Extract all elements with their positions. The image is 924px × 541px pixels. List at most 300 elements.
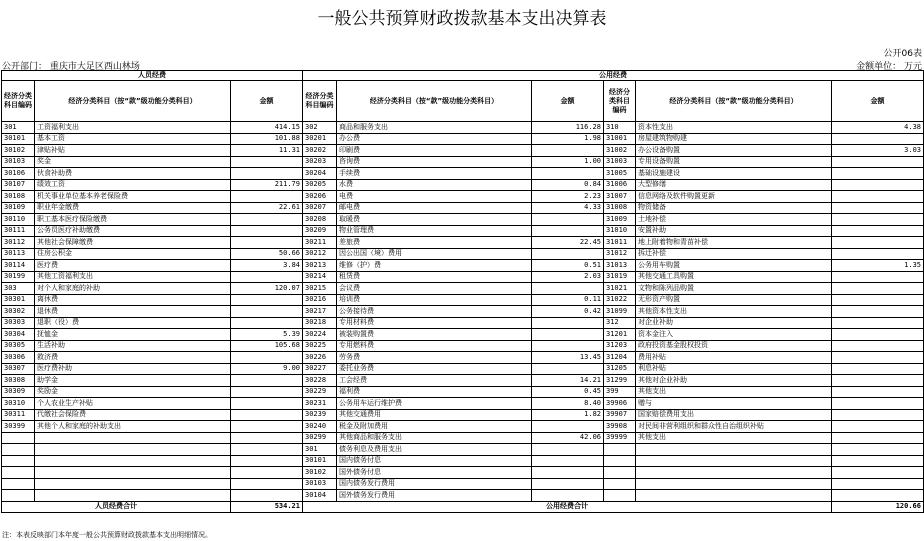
item-code: 30109 (2, 202, 35, 214)
item-amount: 105.68 (231, 340, 303, 352)
item-name (35, 444, 231, 456)
item-name: 国家赔偿费用支出 (636, 409, 832, 421)
item-code: 303 (2, 283, 35, 295)
item-code: 30205 (303, 179, 337, 191)
table-row (2, 432, 924, 444)
item-code: 30226 (303, 352, 337, 364)
table-row (2, 455, 924, 467)
item-code: 30224 (303, 329, 337, 341)
item-code: 30108 (2, 191, 35, 203)
item-name: 公务用车运行维护费 (337, 398, 532, 410)
item-code: 31009 (604, 214, 636, 226)
item-amount (231, 352, 303, 364)
item-code (2, 444, 35, 456)
item-code: 30302 (2, 306, 35, 318)
item-amount (231, 317, 303, 329)
item-amount: 211.79 (231, 179, 303, 191)
table-row (2, 168, 924, 180)
item-code: 39906 (604, 398, 636, 410)
item-name: 职工基本医疗保险缴费 (35, 214, 231, 226)
item-code: 30204 (303, 168, 337, 180)
item-name: 对个人和家庭的补助 (35, 283, 231, 295)
table-row (2, 478, 924, 490)
item-amount: 1.35 (832, 260, 924, 272)
item-amount (832, 398, 924, 410)
item-name: 税金及附加费用 (337, 421, 532, 433)
item-amount: 14.21 (532, 375, 604, 387)
item-code (604, 455, 636, 467)
col-header-code: 经济分类科目编码 (303, 81, 337, 122)
item-amount (231, 237, 303, 249)
table-row (2, 317, 924, 329)
item-name: 国外债务发行费用 (337, 490, 532, 502)
item-amount (832, 179, 924, 191)
item-name: 劳务费 (337, 352, 532, 364)
item-code: 31012 (604, 248, 636, 260)
col-header-name: 经济分类科目（按“款”级功能分类科目） (636, 81, 832, 122)
item-amount (231, 168, 303, 180)
item-code: 31003 (604, 156, 636, 168)
col-header-amount: 金额 (231, 81, 303, 122)
item-amount (532, 467, 604, 479)
item-code: 30225 (303, 340, 337, 352)
item-amount: 116.28 (532, 122, 604, 134)
item-name: 政府投资基金股权投资 (636, 340, 832, 352)
table-row (2, 156, 924, 168)
item-amount (231, 455, 303, 467)
item-amount (231, 375, 303, 387)
table-row (2, 352, 924, 364)
table-row (2, 191, 924, 203)
item-name: 手续费 (337, 168, 532, 180)
item-name: 奖金 (35, 156, 231, 168)
item-code: 31010 (604, 225, 636, 237)
item-amount (231, 386, 303, 398)
item-code: 30103 (303, 478, 337, 490)
item-amount (832, 409, 924, 421)
item-amount (231, 191, 303, 203)
item-code: 31013 (604, 260, 636, 272)
item-code: 39908 (604, 421, 636, 433)
table-number: 公开06表 (883, 49, 922, 59)
item-name: 专用燃料费 (337, 340, 532, 352)
item-name: 其他商品和服务支出 (337, 432, 532, 444)
item-name: 会议费 (337, 283, 532, 295)
item-code: 30239 (303, 409, 337, 421)
table-row (2, 271, 924, 283)
table-row (2, 329, 924, 341)
item-name: 办公费 (337, 133, 532, 145)
table-row (2, 179, 924, 191)
item-code: 30101 (2, 133, 35, 145)
item-name (35, 467, 231, 479)
col-header-amount: 金额 (532, 81, 604, 122)
item-amount: 42.06 (532, 432, 604, 444)
item-name: 工会经费 (337, 375, 532, 387)
item-code: 31006 (604, 179, 636, 191)
item-amount (231, 271, 303, 283)
item-amount (832, 432, 924, 444)
item-code: 30308 (2, 375, 35, 387)
item-code (2, 490, 35, 502)
item-name: 机关事业单位基本养老保险费 (35, 191, 231, 203)
item-code: 302 (303, 122, 337, 134)
item-name (636, 444, 832, 456)
item-code: 30114 (2, 260, 35, 272)
item-amount (832, 271, 924, 283)
item-name: 咨询费 (337, 156, 532, 168)
item-amount (532, 145, 604, 157)
item-amount (231, 156, 303, 168)
item-name: 资本金注入 (636, 329, 832, 341)
item-code: 30101 (303, 455, 337, 467)
item-code: 30304 (2, 329, 35, 341)
item-amount (231, 467, 303, 479)
item-amount (532, 317, 604, 329)
item-name: 救济费 (35, 352, 231, 364)
item-name: 个人农业生产补贴 (35, 398, 231, 410)
item-name: 医疗费 (35, 260, 231, 272)
item-code: 312 (604, 317, 636, 329)
item-code (2, 455, 35, 467)
item-amount: 0.45 (532, 386, 604, 398)
item-name: 无形资产购置 (636, 294, 832, 306)
item-name: 其他社会保障缴费 (35, 237, 231, 249)
item-amount (532, 444, 604, 456)
item-name: 公务用车购置 (636, 260, 832, 272)
item-code: 30111 (2, 225, 35, 237)
item-amount (532, 283, 604, 295)
item-code: 30213 (303, 260, 337, 272)
item-code: 30199 (2, 271, 35, 283)
item-code: 30216 (303, 294, 337, 306)
item-amount: 13.45 (532, 352, 604, 364)
totals-row (2, 501, 924, 512)
item-code: 31019 (604, 271, 636, 283)
item-amount (231, 306, 303, 318)
item-code: 31022 (604, 294, 636, 306)
item-amount (832, 202, 924, 214)
item-code: 31299 (604, 375, 636, 387)
item-code: 30309 (2, 386, 35, 398)
item-amount: 22.61 (231, 202, 303, 214)
item-amount (832, 375, 924, 387)
item-code (604, 444, 636, 456)
item-name: 信息网络及软件购置更新 (636, 191, 832, 203)
item-amount: 1.98 (532, 133, 604, 145)
item-amount: 0.11 (532, 294, 604, 306)
item-name: 福利费 (337, 386, 532, 398)
item-name: 因公出国（境）费用 (337, 248, 532, 260)
col-header-name: 经济分类科目（按“款”级功能分类科目） (35, 81, 231, 122)
item-amount (532, 225, 604, 237)
item-code: 31002 (604, 145, 636, 157)
table-row (2, 444, 924, 456)
item-name: 对企业补助 (636, 317, 832, 329)
table-row (2, 421, 924, 433)
item-code (604, 490, 636, 502)
item-name: 办公设备购置 (636, 145, 832, 157)
item-code: 30208 (303, 214, 337, 226)
item-name: 房屋建筑物购建 (636, 133, 832, 145)
item-code: 31001 (604, 133, 636, 145)
table-row (2, 145, 924, 157)
item-code (2, 467, 35, 479)
item-name: 培训费 (337, 294, 532, 306)
item-name: 其他交通工具购置 (636, 271, 832, 283)
table-row (2, 237, 924, 249)
item-name: 基本工资 (35, 133, 231, 145)
item-name: 代缴社会保险费 (35, 409, 231, 421)
table-row (2, 248, 924, 260)
item-code: 30103 (2, 156, 35, 168)
item-amount (832, 421, 924, 433)
item-code: 30231 (303, 398, 337, 410)
public-section-label: 公用经费 (303, 71, 924, 81)
item-amount: 0.42 (532, 306, 604, 318)
table-row (2, 467, 924, 479)
item-amount (231, 421, 303, 433)
item-amount (832, 317, 924, 329)
item-name: 绩效工资 (35, 179, 231, 191)
item-amount (832, 490, 924, 502)
item-amount: 4.33 (532, 202, 604, 214)
page-title: 一般公共预算财政拨款基本支出决算表 (317, 9, 607, 29)
expenditure-table-container (1, 70, 923, 528)
item-amount (532, 214, 604, 226)
item-code: 31201 (604, 329, 636, 341)
table-row (2, 340, 924, 352)
item-code: 39907 (604, 409, 636, 421)
item-name: 水费 (337, 179, 532, 191)
item-amount (832, 214, 924, 226)
item-amount: 101.88 (231, 133, 303, 145)
item-name: 土地补偿 (636, 214, 832, 226)
item-name: 离休费 (35, 294, 231, 306)
item-amount (832, 467, 924, 479)
item-amount (832, 340, 924, 352)
item-code: 30240 (303, 421, 337, 433)
item-name: 生活补助 (35, 340, 231, 352)
item-code: 30209 (303, 225, 337, 237)
public-total-amount: 120.66 (832, 501, 924, 512)
item-amount (832, 352, 924, 364)
item-code: 30310 (2, 398, 35, 410)
item-name: 大型修缮 (636, 179, 832, 191)
item-code: 39999 (604, 432, 636, 444)
personnel-total-label: 人员经费合计 (2, 501, 231, 512)
item-name: 专用设备购置 (636, 156, 832, 168)
item-name: 维修（护）费 (337, 260, 532, 272)
item-code: 30218 (303, 317, 337, 329)
item-code: 30305 (2, 340, 35, 352)
item-amount (832, 248, 924, 260)
item-name: 其他资本性支出 (636, 306, 832, 318)
item-amount (832, 168, 924, 180)
item-code: 30203 (303, 156, 337, 168)
item-amount (231, 398, 303, 410)
table-row (2, 398, 924, 410)
item-name: 专用材料费 (337, 317, 532, 329)
item-name: 其他交通费用 (337, 409, 532, 421)
item-name: 抚恤金 (35, 329, 231, 341)
item-name: 退休费 (35, 306, 231, 318)
item-amount (532, 421, 604, 433)
footnote: 注：本表反映部门本年度一般公共预算财政拨款基本支出明细情况。 (2, 531, 212, 539)
item-code: 31007 (604, 191, 636, 203)
item-amount: 8.40 (532, 398, 604, 410)
item-name: 被装购置费 (337, 329, 532, 341)
item-amount: 1.00 (532, 156, 604, 168)
item-name: 公务员医疗补助缴费 (35, 225, 231, 237)
item-code: 30112 (2, 237, 35, 249)
item-name: 对民间非营利组织和群众性自治组织补贴 (636, 421, 832, 433)
item-code: 31008 (604, 202, 636, 214)
item-amount: 2.03 (532, 271, 604, 283)
item-name: 物业管理费 (337, 225, 532, 237)
table-row (2, 363, 924, 375)
table-row (2, 260, 924, 272)
item-amount (832, 386, 924, 398)
item-amount (231, 409, 303, 421)
item-amount (832, 133, 924, 145)
item-code: 30311 (2, 409, 35, 421)
public-total-label: 公用经费合计 (303, 501, 832, 512)
item-name: 文物和陈列品购置 (636, 283, 832, 295)
item-code: 31011 (604, 237, 636, 249)
column-header-row (2, 81, 924, 122)
item-amount: 4.38 (832, 122, 924, 134)
item-amount (532, 478, 604, 490)
item-name (636, 455, 832, 467)
item-name (636, 467, 832, 479)
table-row (2, 375, 924, 387)
item-amount (832, 225, 924, 237)
item-amount (832, 237, 924, 249)
item-code: 30303 (2, 317, 35, 329)
item-amount (532, 490, 604, 502)
table-row (2, 386, 924, 398)
item-amount (832, 294, 924, 306)
item-code (604, 478, 636, 490)
item-name: 物资储备 (636, 202, 832, 214)
personnel-total-amount: 534.21 (231, 501, 303, 512)
item-amount (832, 478, 924, 490)
item-name (35, 490, 231, 502)
item-amount: 3.03 (832, 145, 924, 157)
item-code: 30212 (303, 248, 337, 260)
item-code: 31099 (604, 306, 636, 318)
item-code: 30102 (2, 145, 35, 157)
item-code: 30228 (303, 375, 337, 387)
item-code: 31005 (604, 168, 636, 180)
item-amount: 11.31 (231, 145, 303, 157)
item-code: 30107 (2, 179, 35, 191)
item-code: 30110 (2, 214, 35, 226)
item-code: 30299 (303, 432, 337, 444)
item-amount: 0.84 (532, 179, 604, 191)
item-name: 助学金 (35, 375, 231, 387)
item-code: 30113 (2, 248, 35, 260)
col-header-name: 经济分类科目（按“款”级功能分类科目） (337, 81, 532, 122)
item-name: 资本性支出 (636, 122, 832, 134)
item-amount (832, 329, 924, 341)
item-name: 利息补贴 (636, 363, 832, 375)
item-code: 31205 (604, 363, 636, 375)
item-code (604, 467, 636, 479)
item-code: 310 (604, 122, 636, 134)
item-name (35, 455, 231, 467)
item-amount (832, 363, 924, 375)
item-amount: 9.00 (231, 363, 303, 375)
item-name: 地上附着物和青苗补偿 (636, 237, 832, 249)
item-name: 邮电费 (337, 202, 532, 214)
item-code: 30104 (303, 490, 337, 502)
item-name: 费用补贴 (636, 352, 832, 364)
item-amount (532, 455, 604, 467)
item-amount (832, 191, 924, 203)
item-amount: 0.51 (532, 260, 604, 272)
item-code: 30214 (303, 271, 337, 283)
personnel-section-label: 人员经费 (2, 71, 303, 81)
item-amount: 50.66 (231, 248, 303, 260)
item-code: 30102 (303, 467, 337, 479)
expenditure-table (1, 70, 924, 513)
item-name: 商品和服务支出 (337, 122, 532, 134)
item-name (636, 478, 832, 490)
item-code: 31203 (604, 340, 636, 352)
item-name: 医疗费补助 (35, 363, 231, 375)
item-code: 30207 (303, 202, 337, 214)
item-code: 30227 (303, 363, 337, 375)
item-amount (532, 340, 604, 352)
item-code: 31204 (604, 352, 636, 364)
item-name: 安置补助 (636, 225, 832, 237)
item-name (636, 490, 832, 502)
item-code: 31021 (604, 283, 636, 295)
item-amount (532, 168, 604, 180)
item-code: 30301 (2, 294, 35, 306)
item-name: 印刷费 (337, 145, 532, 157)
item-name: 国内债务付息 (337, 455, 532, 467)
item-amount (532, 329, 604, 341)
item-code: 30202 (303, 145, 337, 157)
table-row (2, 133, 924, 145)
item-amount (532, 363, 604, 375)
table-row (2, 225, 924, 237)
item-name: 其他工资福利支出 (35, 271, 231, 283)
item-name: 电费 (337, 191, 532, 203)
item-amount (231, 225, 303, 237)
table-row (2, 214, 924, 226)
item-amount (532, 248, 604, 260)
item-name: 职业年金缴费 (35, 202, 231, 214)
section-header-row (2, 71, 924, 81)
item-name: 住房公积金 (35, 248, 231, 260)
table-row (2, 490, 924, 502)
item-name: 伙食补助费 (35, 168, 231, 180)
item-code: 301 (2, 122, 35, 134)
item-amount (231, 444, 303, 456)
table-row (2, 202, 924, 214)
item-amount: 120.07 (231, 283, 303, 295)
item-code (2, 432, 35, 444)
item-name (35, 432, 231, 444)
item-code: 30215 (303, 283, 337, 295)
item-amount (832, 283, 924, 295)
table-row (2, 283, 924, 295)
col-header-code: 经济分类科目编码 (2, 81, 35, 122)
